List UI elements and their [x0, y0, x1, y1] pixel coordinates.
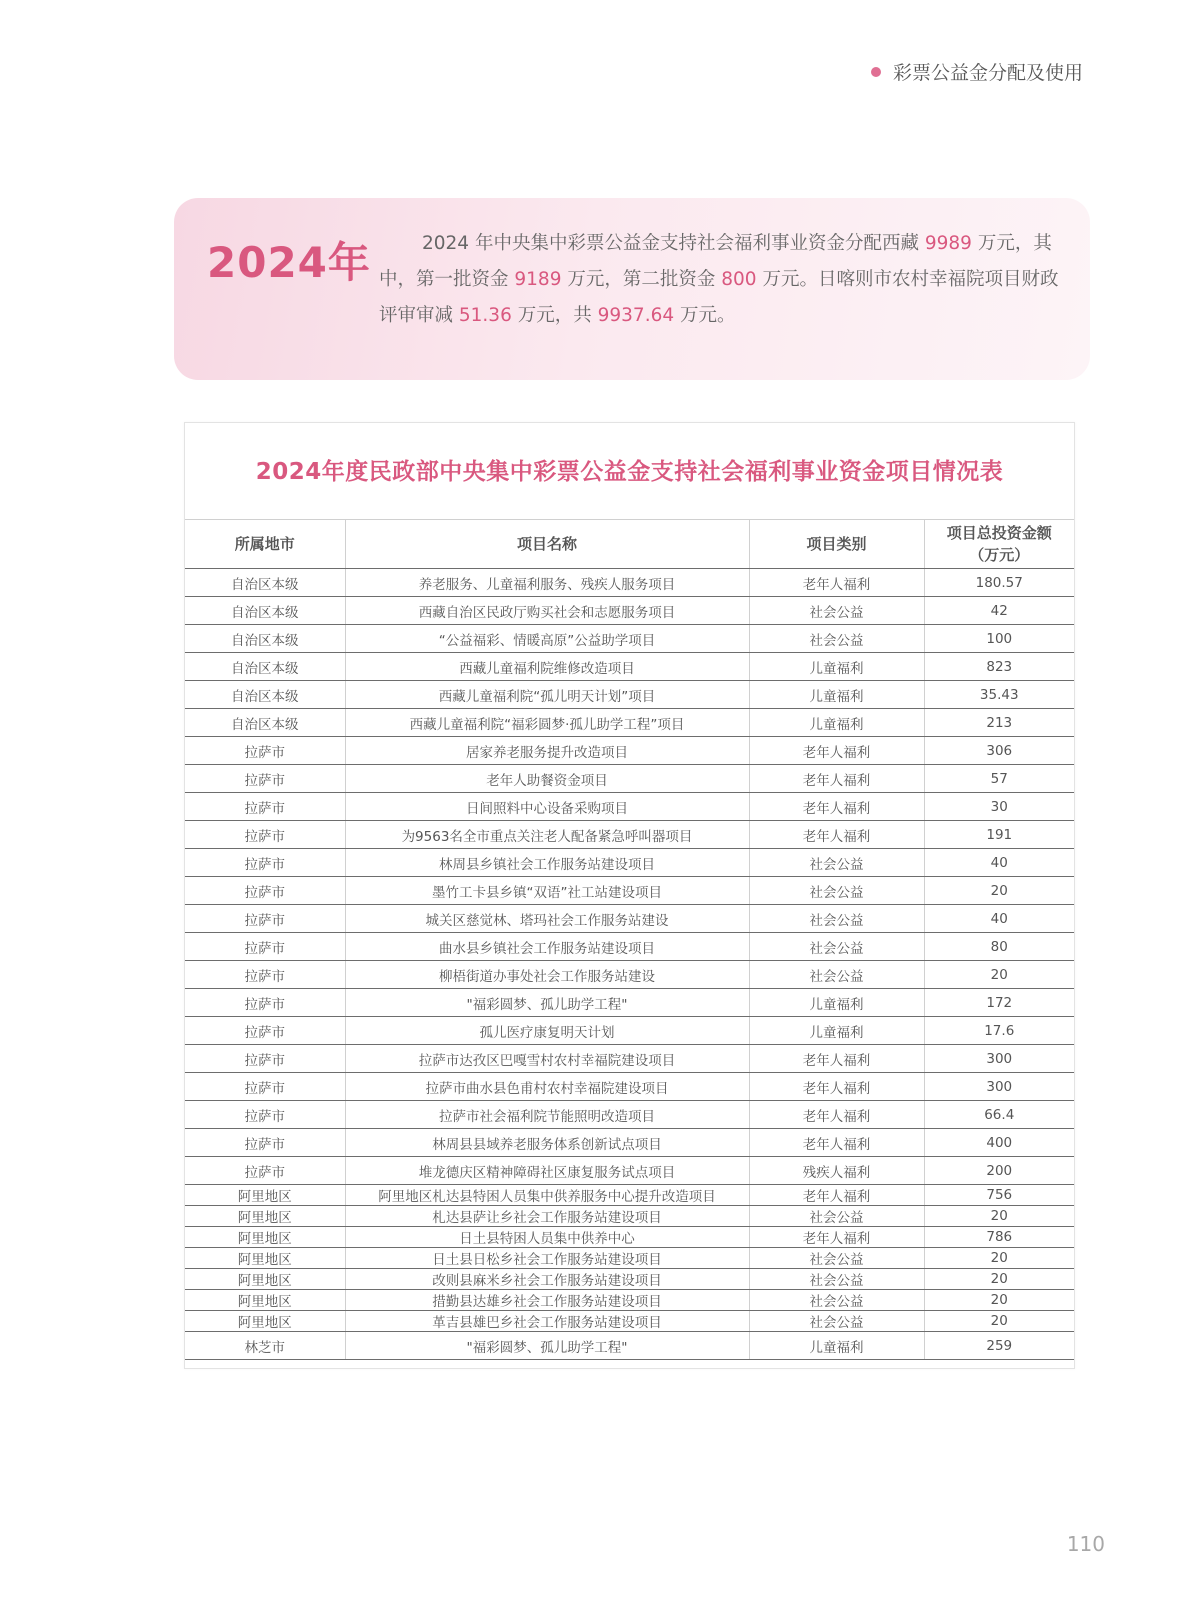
table-row [185, 905, 1074, 933]
cell-amount: 20 [924, 1269, 1074, 1290]
cell-city: 自治区本级 [185, 681, 345, 709]
cell-city: 拉萨市 [185, 1157, 345, 1185]
table-row [185, 1290, 1074, 1311]
cell-project-name: 日间照料中心设备采购项目 [345, 793, 749, 821]
cell-category: 社会公益 [749, 849, 924, 877]
table-row [185, 1332, 1074, 1360]
cell-amount: 42 [924, 597, 1074, 625]
cell-project-name: 西藏儿童福利院维修改造项目 [345, 653, 749, 681]
cell-city: 阿里地区 [185, 1269, 345, 1290]
table-row [185, 1129, 1074, 1157]
cell-city: 拉萨市 [185, 849, 345, 877]
cell-city: 拉萨市 [185, 821, 345, 849]
cell-project-name: 孤儿医疗康复明天计划 [345, 1017, 749, 1045]
intro-value-final: 9937.64 [597, 305, 675, 326]
cell-category: 儿童福利 [749, 1332, 924, 1360]
page-number: 110 [1066, 1532, 1105, 1556]
intro-text-2: 万元，其中，第一批资金 [379, 233, 1052, 290]
header-amount-unit: （万元） [969, 546, 1030, 564]
cell-category: 儿童福利 [749, 1017, 924, 1045]
cell-city: 拉萨市 [185, 961, 345, 989]
cell-project-name: 林周县县域养老服务体系创新试点项目 [345, 1129, 749, 1157]
cell-city: 拉萨市 [185, 933, 345, 961]
cell-amount: 80 [924, 933, 1074, 961]
cell-amount: 20 [924, 1248, 1074, 1269]
header-category: 项目类别 [749, 520, 924, 569]
cell-amount: 35.43 [924, 681, 1074, 709]
table-row [185, 625, 1074, 653]
intro-text-6: 万元。 [674, 305, 736, 326]
cell-amount: 20 [924, 1311, 1074, 1332]
cell-city: 拉萨市 [185, 905, 345, 933]
cell-city: 自治区本级 [185, 653, 345, 681]
cell-city: 自治区本级 [185, 597, 345, 625]
cell-amount: 823 [924, 653, 1074, 681]
cell-project-name: 曲水县乡镇社会工作服务站建设项目 [345, 933, 749, 961]
cell-category: 社会公益 [749, 1248, 924, 1269]
cell-city: 林芝市 [185, 1332, 345, 1360]
cell-project-name: 堆龙德庆区精神障碍社区康复服务试点项目 [345, 1157, 749, 1185]
cell-project-name: "福彩圆梦、孤儿助学工程" [345, 1332, 749, 1360]
table-row [185, 653, 1074, 681]
cell-amount: 20 [924, 1290, 1074, 1311]
cell-project-name: 拉萨市曲水县色甫村农村幸福院建设项目 [345, 1073, 749, 1101]
cell-category: 老年人福利 [749, 1101, 924, 1129]
cell-category: 老年人福利 [749, 793, 924, 821]
cell-category: 社会公益 [749, 961, 924, 989]
cell-category: 儿童福利 [749, 989, 924, 1017]
cell-amount: 213 [924, 709, 1074, 737]
cell-project-name: 拉萨市社会福利院节能照明改造项目 [345, 1101, 749, 1129]
cell-amount: 180.57 [924, 569, 1074, 597]
cell-category: 老年人福利 [749, 569, 924, 597]
cell-category: 老年人福利 [749, 1227, 924, 1248]
table-row [185, 737, 1074, 765]
table-row [185, 569, 1074, 597]
table-row [185, 681, 1074, 709]
cell-project-name: "福彩圆梦、孤儿助学工程" [345, 989, 749, 1017]
cell-project-name: 老年人助餐资金项目 [345, 765, 749, 793]
intro-year: 2024年 [207, 238, 371, 287]
table-row [185, 1227, 1074, 1248]
cell-category: 老年人福利 [749, 737, 924, 765]
table-row [185, 989, 1074, 1017]
cell-city: 拉萨市 [185, 989, 345, 1017]
section-header [871, 58, 1083, 85]
cell-project-name: 日土县日松乡社会工作服务站建设项目 [345, 1248, 749, 1269]
table-row [185, 597, 1074, 625]
intro-summary-box [174, 198, 1090, 380]
table-row [185, 1017, 1074, 1045]
cell-amount: 172 [924, 989, 1074, 1017]
cell-project-name: 西藏儿童福利院“孤儿明天计划”项目 [345, 681, 749, 709]
cell-amount: 300 [924, 1073, 1074, 1101]
cell-city: 拉萨市 [185, 1129, 345, 1157]
cell-city: 阿里地区 [185, 1227, 345, 1248]
table-row [185, 1185, 1074, 1206]
table-title: 2024年度民政部中央集中彩票公益金支持社会福利事业资金项目情况表 [255, 459, 1004, 485]
cell-amount: 20 [924, 1206, 1074, 1227]
table-row [185, 933, 1074, 961]
cell-city: 拉萨市 [185, 1017, 345, 1045]
cell-city: 拉萨市 [185, 765, 345, 793]
cell-category: 老年人福利 [749, 821, 924, 849]
cell-project-name: 拉萨市达孜区巴嘎雪村农村幸福院建设项目 [345, 1045, 749, 1073]
cell-city: 拉萨市 [185, 737, 345, 765]
cell-project-name: 居家养老服务提升改造项目 [345, 737, 749, 765]
cell-project-name: 西藏儿童福利院“福彩圆梦·孤儿助学工程”项目 [345, 709, 749, 737]
table-row [185, 793, 1074, 821]
intro-text-4: 万元。日喀则市农村幸福院项目财政评审审减 [379, 269, 1059, 326]
cell-category: 儿童福利 [749, 653, 924, 681]
cell-amount: 786 [924, 1227, 1074, 1248]
cell-amount: 400 [924, 1129, 1074, 1157]
cell-project-name: 日土县特困人员集中供养中心 [345, 1227, 749, 1248]
cell-amount: 57 [924, 765, 1074, 793]
header-city: 所属地市 [185, 520, 345, 569]
table-row [185, 961, 1074, 989]
table-row [185, 1101, 1074, 1129]
table-row [185, 1248, 1074, 1269]
cell-category: 社会公益 [749, 597, 924, 625]
cell-city: 阿里地区 [185, 1206, 345, 1227]
cell-amount: 30 [924, 793, 1074, 821]
table-row [185, 709, 1074, 737]
cell-project-name: 为9563名全市重点关注老人配备紧急呼叫器项目 [345, 821, 749, 849]
cell-category: 社会公益 [749, 1311, 924, 1332]
table-row [185, 765, 1074, 793]
header-amount-label: 项目总投资金额 [946, 524, 1052, 542]
intro-text-5: 万元，共 [511, 305, 598, 326]
intro-paragraph [379, 226, 1069, 334]
cell-project-name: 札达县萨让乡社会工作服务站建设项目 [345, 1206, 749, 1227]
cell-amount: 756 [924, 1185, 1074, 1206]
table-row [185, 1157, 1074, 1185]
cell-category: 社会公益 [749, 1290, 924, 1311]
table-row [185, 1311, 1074, 1332]
cell-project-name: 西藏自治区民政厅购买社会和志愿服务项目 [345, 597, 749, 625]
cell-category: 社会公益 [749, 877, 924, 905]
cell-amount: 306 [924, 737, 1074, 765]
table-header-row [185, 520, 1074, 569]
cell-city: 阿里地区 [185, 1185, 345, 1206]
bullet-dot-icon [871, 67, 881, 77]
cell-amount: 40 [924, 849, 1074, 877]
table-row [185, 821, 1074, 849]
cell-amount: 100 [924, 625, 1074, 653]
cell-category: 社会公益 [749, 905, 924, 933]
cell-project-name: 养老服务、儿童福利服务、残疾人服务项目 [345, 569, 749, 597]
cell-category: 老年人福利 [749, 765, 924, 793]
cell-amount: 17.6 [924, 1017, 1074, 1045]
cell-amount: 259 [924, 1332, 1074, 1360]
cell-category: 社会公益 [749, 933, 924, 961]
cell-project-name: 城关区慈觉林、塔玛社会工作服务站建设 [345, 905, 749, 933]
cell-city: 拉萨市 [185, 1045, 345, 1073]
cell-city: 自治区本级 [185, 625, 345, 653]
cell-category: 社会公益 [749, 1269, 924, 1290]
cell-city: 自治区本级 [185, 569, 345, 597]
cell-category: 社会公益 [749, 625, 924, 653]
cell-amount: 191 [924, 821, 1074, 849]
intro-text-3: 万元，第二批资金 [561, 269, 722, 290]
cell-city: 拉萨市 [185, 877, 345, 905]
cell-category: 老年人福利 [749, 1045, 924, 1073]
cell-project-name: 柳梧街道办事处社会工作服务站建设 [345, 961, 749, 989]
cell-project-name: 阿里地区札达县特困人员集中供养服务中心提升改造项目 [345, 1185, 749, 1206]
table-row [185, 1206, 1074, 1227]
project-table [185, 519, 1074, 1360]
cell-amount: 20 [924, 961, 1074, 989]
table-row [185, 1269, 1074, 1290]
table-row [185, 849, 1074, 877]
intro-value-batch1: 9189 [514, 269, 562, 290]
cell-category: 儿童福利 [749, 709, 924, 737]
cell-category: 老年人福利 [749, 1073, 924, 1101]
cell-category: 社会公益 [749, 1206, 924, 1227]
cell-amount: 300 [924, 1045, 1074, 1073]
table-row [185, 1045, 1074, 1073]
intro-value-batch2: 800 [721, 269, 757, 290]
section-title: 彩票公益金分配及使用 [892, 62, 1083, 84]
cell-city: 拉萨市 [185, 1101, 345, 1129]
cell-city: 自治区本级 [185, 709, 345, 737]
header-project-name: 项目名称 [345, 520, 749, 569]
cell-category: 老年人福利 [749, 1129, 924, 1157]
cell-project-name: 改则县麻米乡社会工作服务站建设项目 [345, 1269, 749, 1290]
cell-category: 残疾人福利 [749, 1157, 924, 1185]
cell-city: 拉萨市 [185, 793, 345, 821]
cell-project-name: “公益福彩、情暖高原”公益助学项目 [345, 625, 749, 653]
cell-amount: 20 [924, 877, 1074, 905]
cell-city: 拉萨市 [185, 1073, 345, 1101]
project-table-card [184, 422, 1075, 1369]
table-row [185, 877, 1074, 905]
cell-city: 阿里地区 [185, 1248, 345, 1269]
cell-category: 老年人福利 [749, 1185, 924, 1206]
cell-project-name: 措勤县达雄乡社会工作服务站建设项目 [345, 1290, 749, 1311]
cell-amount: 200 [924, 1157, 1074, 1185]
cell-project-name: 革吉县雄巴乡社会工作服务站建设项目 [345, 1311, 749, 1332]
intro-value-reduction: 51.36 [458, 305, 512, 326]
cell-city: 阿里地区 [185, 1311, 345, 1332]
intro-text-1: 2024 年中央集中彩票公益金支持社会福利事业资金分配西藏 [422, 233, 925, 254]
cell-project-name: 林周县乡镇社会工作服务站建设项目 [345, 849, 749, 877]
header-amount [924, 520, 1074, 569]
table-body [185, 569, 1074, 1360]
table-row [185, 1073, 1074, 1101]
cell-city: 阿里地区 [185, 1290, 345, 1311]
cell-amount: 40 [924, 905, 1074, 933]
cell-category: 儿童福利 [749, 681, 924, 709]
cell-project-name: 墨竹工卡县乡镇“双语”社工站建设项目 [345, 877, 749, 905]
cell-amount: 66.4 [924, 1101, 1074, 1129]
intro-value-total: 9989 [924, 233, 972, 254]
